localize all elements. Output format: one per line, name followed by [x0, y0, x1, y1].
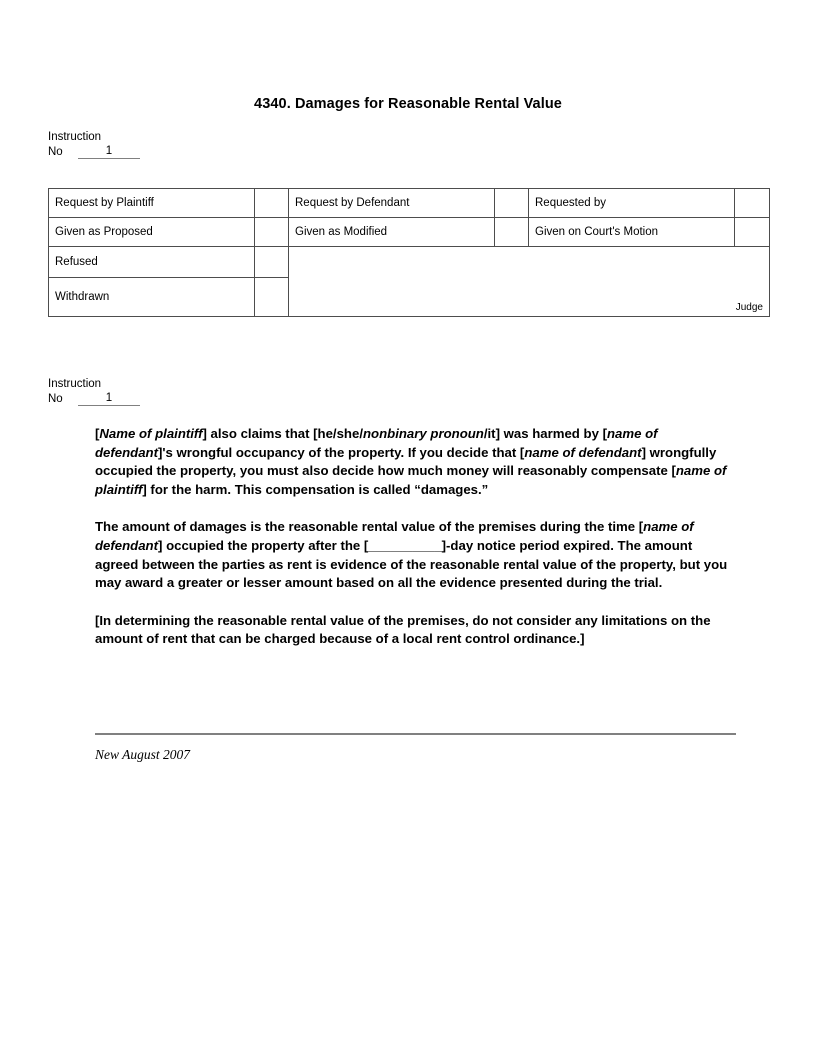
p1-seg5: /it] was harmed by [ [483, 426, 607, 441]
p1-seg11: ] for the harm. This compensation is called “damages.” [142, 481, 489, 497]
p1-seg3: ] also claims that [he/she/ [202, 426, 363, 441]
cell-requested-by: Requested by [529, 189, 735, 218]
p1-placeholder-nonbinary-pronoun: nonbinary pronoun [362, 426, 484, 441]
cell-request-by-defendant: Request by Defendant [289, 189, 495, 218]
checkbox-request-by-defendant[interactable] [495, 189, 529, 218]
instruction-number-header-top [48, 130, 140, 159]
p1-placeholder-name-of-defendant-a: name of defendant [95, 426, 658, 460]
cell-withdrawn: Withdrawn [49, 278, 255, 317]
p1-placeholder-name-of-plaintiff-b: name of plaintiff [95, 463, 727, 497]
paragraph-3: [In determining the reasonable rental value of the premises, do not consider any limitations on the amount of rent that can be charged because of a local rent control ordinance.] [95, 612, 711, 647]
source-note: New August 2007 [95, 747, 191, 762]
table-row [49, 218, 770, 247]
instruction-label: Instruction [48, 131, 102, 143]
instruction-body [95, 425, 736, 649]
disposition-table [48, 188, 770, 317]
instruction-no-label: No [48, 393, 63, 405]
table-row [49, 189, 770, 218]
paragraph-1 [95, 425, 736, 499]
p1-seg9: ] wrongfully occupied the property, you must also decide how much money will reasonably compensate [ [95, 444, 717, 479]
cell-given-as-proposed: Given as Proposed [49, 218, 255, 247]
checkbox-requested-by[interactable] [735, 189, 770, 218]
p1-placeholder-name-of-plaintiff: Name of plaintiff [99, 426, 203, 441]
cell-request-by-plaintiff: Request by Plaintiff [49, 189, 255, 218]
p2-seg1: The amount of damages is the reasonable rental value of the premises during the time [ [95, 519, 644, 535]
checkbox-withdrawn[interactable] [255, 278, 289, 317]
instruction-no-field[interactable]: 1 [78, 392, 140, 406]
p2-seg3: ] occupied the property after the [__________]-day notice period expired. The amount agreed between the parties as rent is evidence of the reasonable rental value of the property, but you may award a greater or lesser amount based on all the evidence presented during the trial. [95, 537, 728, 591]
cell-refused: Refused [49, 247, 255, 278]
instruction-no-field[interactable]: 1 [78, 145, 140, 159]
judge-label: Judge [735, 302, 763, 313]
cell-given-as-modified: Given as Modified [289, 218, 495, 247]
footer-divider [95, 733, 736, 735]
instruction-no-label: No [48, 146, 63, 158]
checkbox-refused[interactable] [255, 247, 289, 278]
p1-placeholder-name-of-defendant-b: name of defendant [524, 444, 642, 460]
instruction-number-row [48, 145, 140, 159]
p1-seg7: ]'s wrongful occupancy of the property. If you decide that [ [158, 444, 525, 460]
checkbox-given-on-courts-motion[interactable] [735, 218, 770, 247]
page-title: 4340. Damages for Reasonable Rental Value [254, 96, 562, 112]
checkbox-request-by-plaintiff[interactable] [255, 189, 289, 218]
paragraph-2 [95, 518, 736, 592]
p2-placeholder-name-of-defendant: name of defendant [95, 519, 694, 553]
checkbox-given-as-modified[interactable] [495, 218, 529, 247]
cell-given-on-courts-motion: Given on Court's Motion [529, 218, 735, 247]
instruction-label: Instruction [48, 378, 102, 390]
table-row [49, 247, 770, 278]
instruction-number-row [48, 392, 140, 406]
judge-signature-area [289, 247, 770, 317]
judge-signature-block [464, 302, 764, 314]
checkbox-given-as-proposed[interactable] [255, 218, 289, 247]
p1-seg1: [ [95, 426, 100, 441]
instruction-number-header-body [48, 377, 140, 406]
